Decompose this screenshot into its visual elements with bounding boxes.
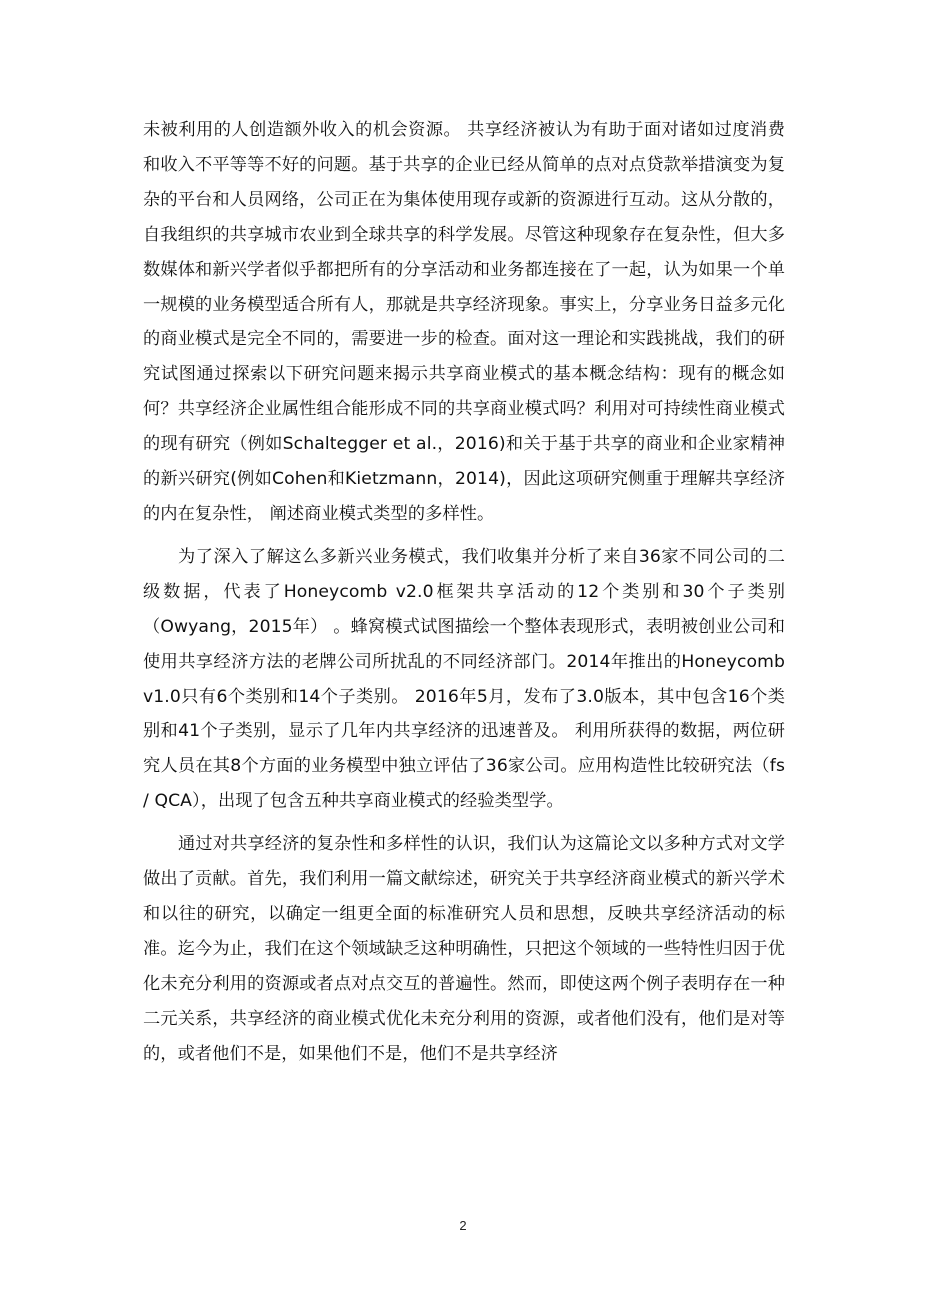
paragraph-data-collection: 为了深入了解这么多新兴业务模式，我们收集并分析了来自36家不同公司的二级数据，代表了Honeycomb v2.0框架共享活动的12个类别和30个子类别（Owyang，2015年） 。蜂窝模式试图描绘一个整体表现形式，表明被创业公司和使用共享经济方法的老牌公司所扰乱的不同经济部门。2014年推出的Honeycomb v1.0只有6个类别和14个子类别。 2016年5月，发布了3.0版本，其中包含16个类别和41个子类别，显示了几年内共享经济的迅速普及。 利用所获得的数据，两位研究人员在其8个方面的业务模型中独立评估了36家公司。应用构造性比较研究法（fs / QCA），出现了包含五种共享商业模式的经验类型学。 (143, 546, 785, 812)
paragraph-contributions: 通过对共享经济的复杂性和多样性的认识，我们认为这篇论文以多种方式对文学做出了贡献。首先，我们利用一篇文献综述，研究关于共享经济商业模式的新兴学术和以往的研究，以确定一组更全面的标准研究人员和思想，反映共享经济活动的标准。迄今为止，我们在这个领域缺乏这种明确性，只把这个领域的一些特性归因于优化未充分利用的资源或者点对点交互的普遍性。然而，即使这两个例子表明存在一种二元关系，共享经济的商业模式优化未充分利用的资源，或者他们没有，他们是对等的，或者他们不是，如果他们不是，他们不是共享经济 (143, 834, 785, 1064)
paragraph-continuation: 未被利用的人创造额外收入的机会资源。 共享经济被认为有助于面对诸如过度消费和收入不平等等不好的问题。基于共享的企业已经从简单的点对点贷款举措演变为复杂的平台和人员网络，公司正在为集体使用现存或新的资源进行互动。这从分散的，自我组织的共享城市农业到全球共享的科学发展。尽管这种现象存在复杂性，但大多数媒体和新兴学者似乎都把所有的分享活动和业务都连接在了一起，认为如果一个单一规模的业务模型适合所有人，那就是共享经济现象。事实上，分享业务日益多元化的商业模式是完全不同的，需要进一步的检查。面对这一理论和实践挑战，我们的研究试图通过探索以下研究问题来揭示共享商业模式的基本概念结构：现有的概念如何？共享经济企业属性组合能形成不同的共享商业模式吗？利用对可持续性商业模式的现有研究（例如Schaltegger et al.，2016)和关于基于共享的商业和企业家精神的新兴研究(例如Cohen和Kietzmann，2014)，因此这项研究侧重于理解共享经济的内在复杂性， 阐述商业模式类型的多样性。 (143, 120, 785, 524)
page-number: 2 (459, 1218, 467, 1233)
body-text (143, 113, 785, 1079)
